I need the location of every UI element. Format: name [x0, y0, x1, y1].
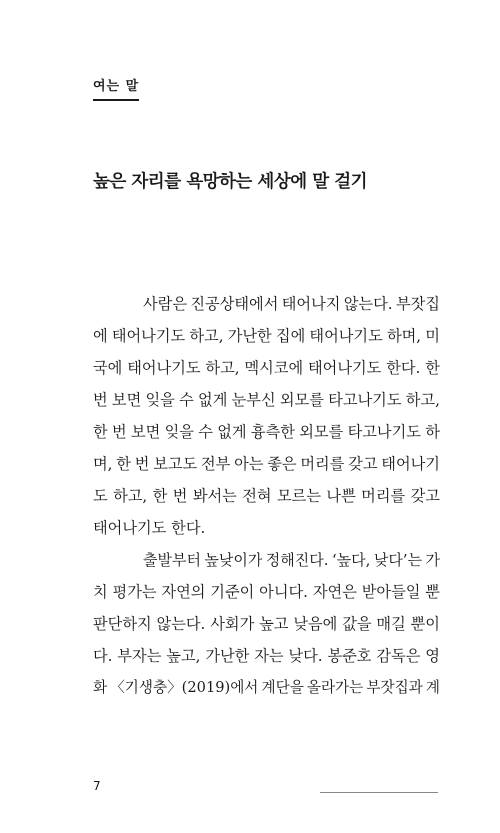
page-number: 7: [93, 779, 101, 793]
paragraph-1: [93, 288, 440, 544]
text-line: 국에 태어나기도 하고, 멕시코에 태어나기도 한다. 한: [93, 359, 440, 377]
text-line: 다. 부자는 높고, 가난한 자는 낮다. 봉준호 감독은 영: [93, 647, 440, 665]
section-label: 여는 말: [93, 75, 139, 101]
text-line: 태어나기도 한다.: [93, 519, 206, 537]
text-line: 사람은 진공상태에서 태어나지 않는다. 부잣집: [143, 295, 440, 313]
text-line: 한 번 보면 잊을 수 없게 흉측한 외모를 타고나기도 하: [93, 423, 440, 441]
text-line: 출발부터 높낮이가 정해진다. ‘높다, 낮다’는 가: [143, 551, 440, 569]
text-line: 에 태어나기도 하고, 가난한 집에 태어나기도 하며, 미: [93, 327, 440, 345]
text-line: 치 평가는 자연의 기준이 아니다. 자연은 받아들일 뿐: [93, 583, 440, 601]
paragraph-2: [93, 544, 440, 704]
text-line: 며, 한 번 보고도 전부 아는 좋은 머리를 갖고 태어나기: [93, 455, 440, 473]
chapter-title: 높은 자리를 욕망하는 세상에 말 걸기: [93, 172, 368, 192]
text-line: 화 〈기생충〉(2019)에서 계단을 올라가는 부잣집과 계: [93, 679, 440, 696]
text-line: 도 하고, 한 번 봐서는 전혀 모르는 나쁜 머리를 갖고: [93, 487, 440, 505]
footer-rule: [320, 792, 438, 793]
text-line: 번 보면 잊을 수 없게 눈부신 외모를 타고나기도 하고,: [93, 391, 440, 409]
text-line: 판단하지 않는다. 사회가 높고 낮음에 값을 매길 뿐이: [93, 615, 440, 633]
